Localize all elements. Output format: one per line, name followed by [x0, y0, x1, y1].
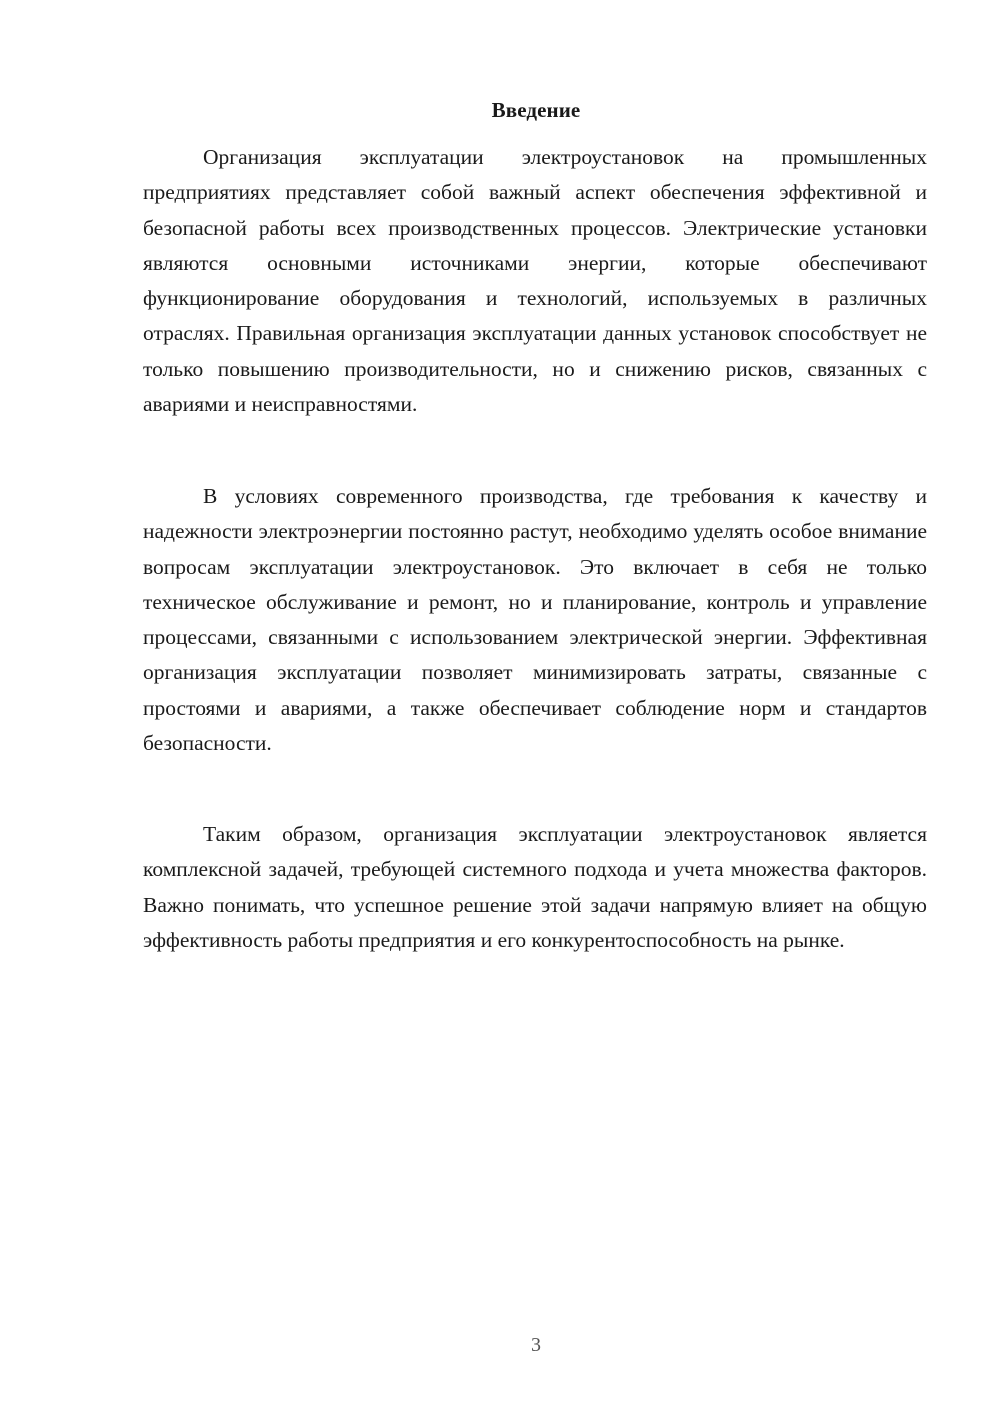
paragraph-2: В условиях современного производства, где требования к качеству и надежности электроэнергии постоянно растут, необходимо уделять особое внимание вопросам эксплуатации электроустановок. Это включает в себя не только техническое обслуживание и ремонт, но и планирование, контроль и управление процессами, связанными с использованием электрической энергии. Эффективная организация эксплуатации позволяет минимизировать затраты, связанные с простоями и авариями, а также обеспечивает соблюдение норм и стандартов безопасности.	[143, 484, 927, 756]
paragraph-3: Таким образом, организация эксплуатации электроустановок является комплексной задачей, требующей системного подхода и учета множества факторов. Важно понимать, что успешное решение этой задачи напрямую влияет на общую эффективность работы предприятия и его конкурентоспособность на рынке.	[143, 822, 927, 952]
page-number: 3	[531, 1334, 541, 1356]
paragraph-1: Организация эксплуатации электроустановок на промышленных предприятиях представляет собой важный аспект обеспечения эффективной и безопасной работы всех производственных процессов. Электрические установки являются основными источниками энергии, которые обеспечивают функционирование оборудования и технологий, используемых в различных отраслях. Правильная организация эксплуатации данных установок способствует не только повышению производительности, но и снижению рисков, связанных с авариями и неисправностями.	[143, 145, 927, 417]
section-title: Введение	[491, 98, 581, 122]
